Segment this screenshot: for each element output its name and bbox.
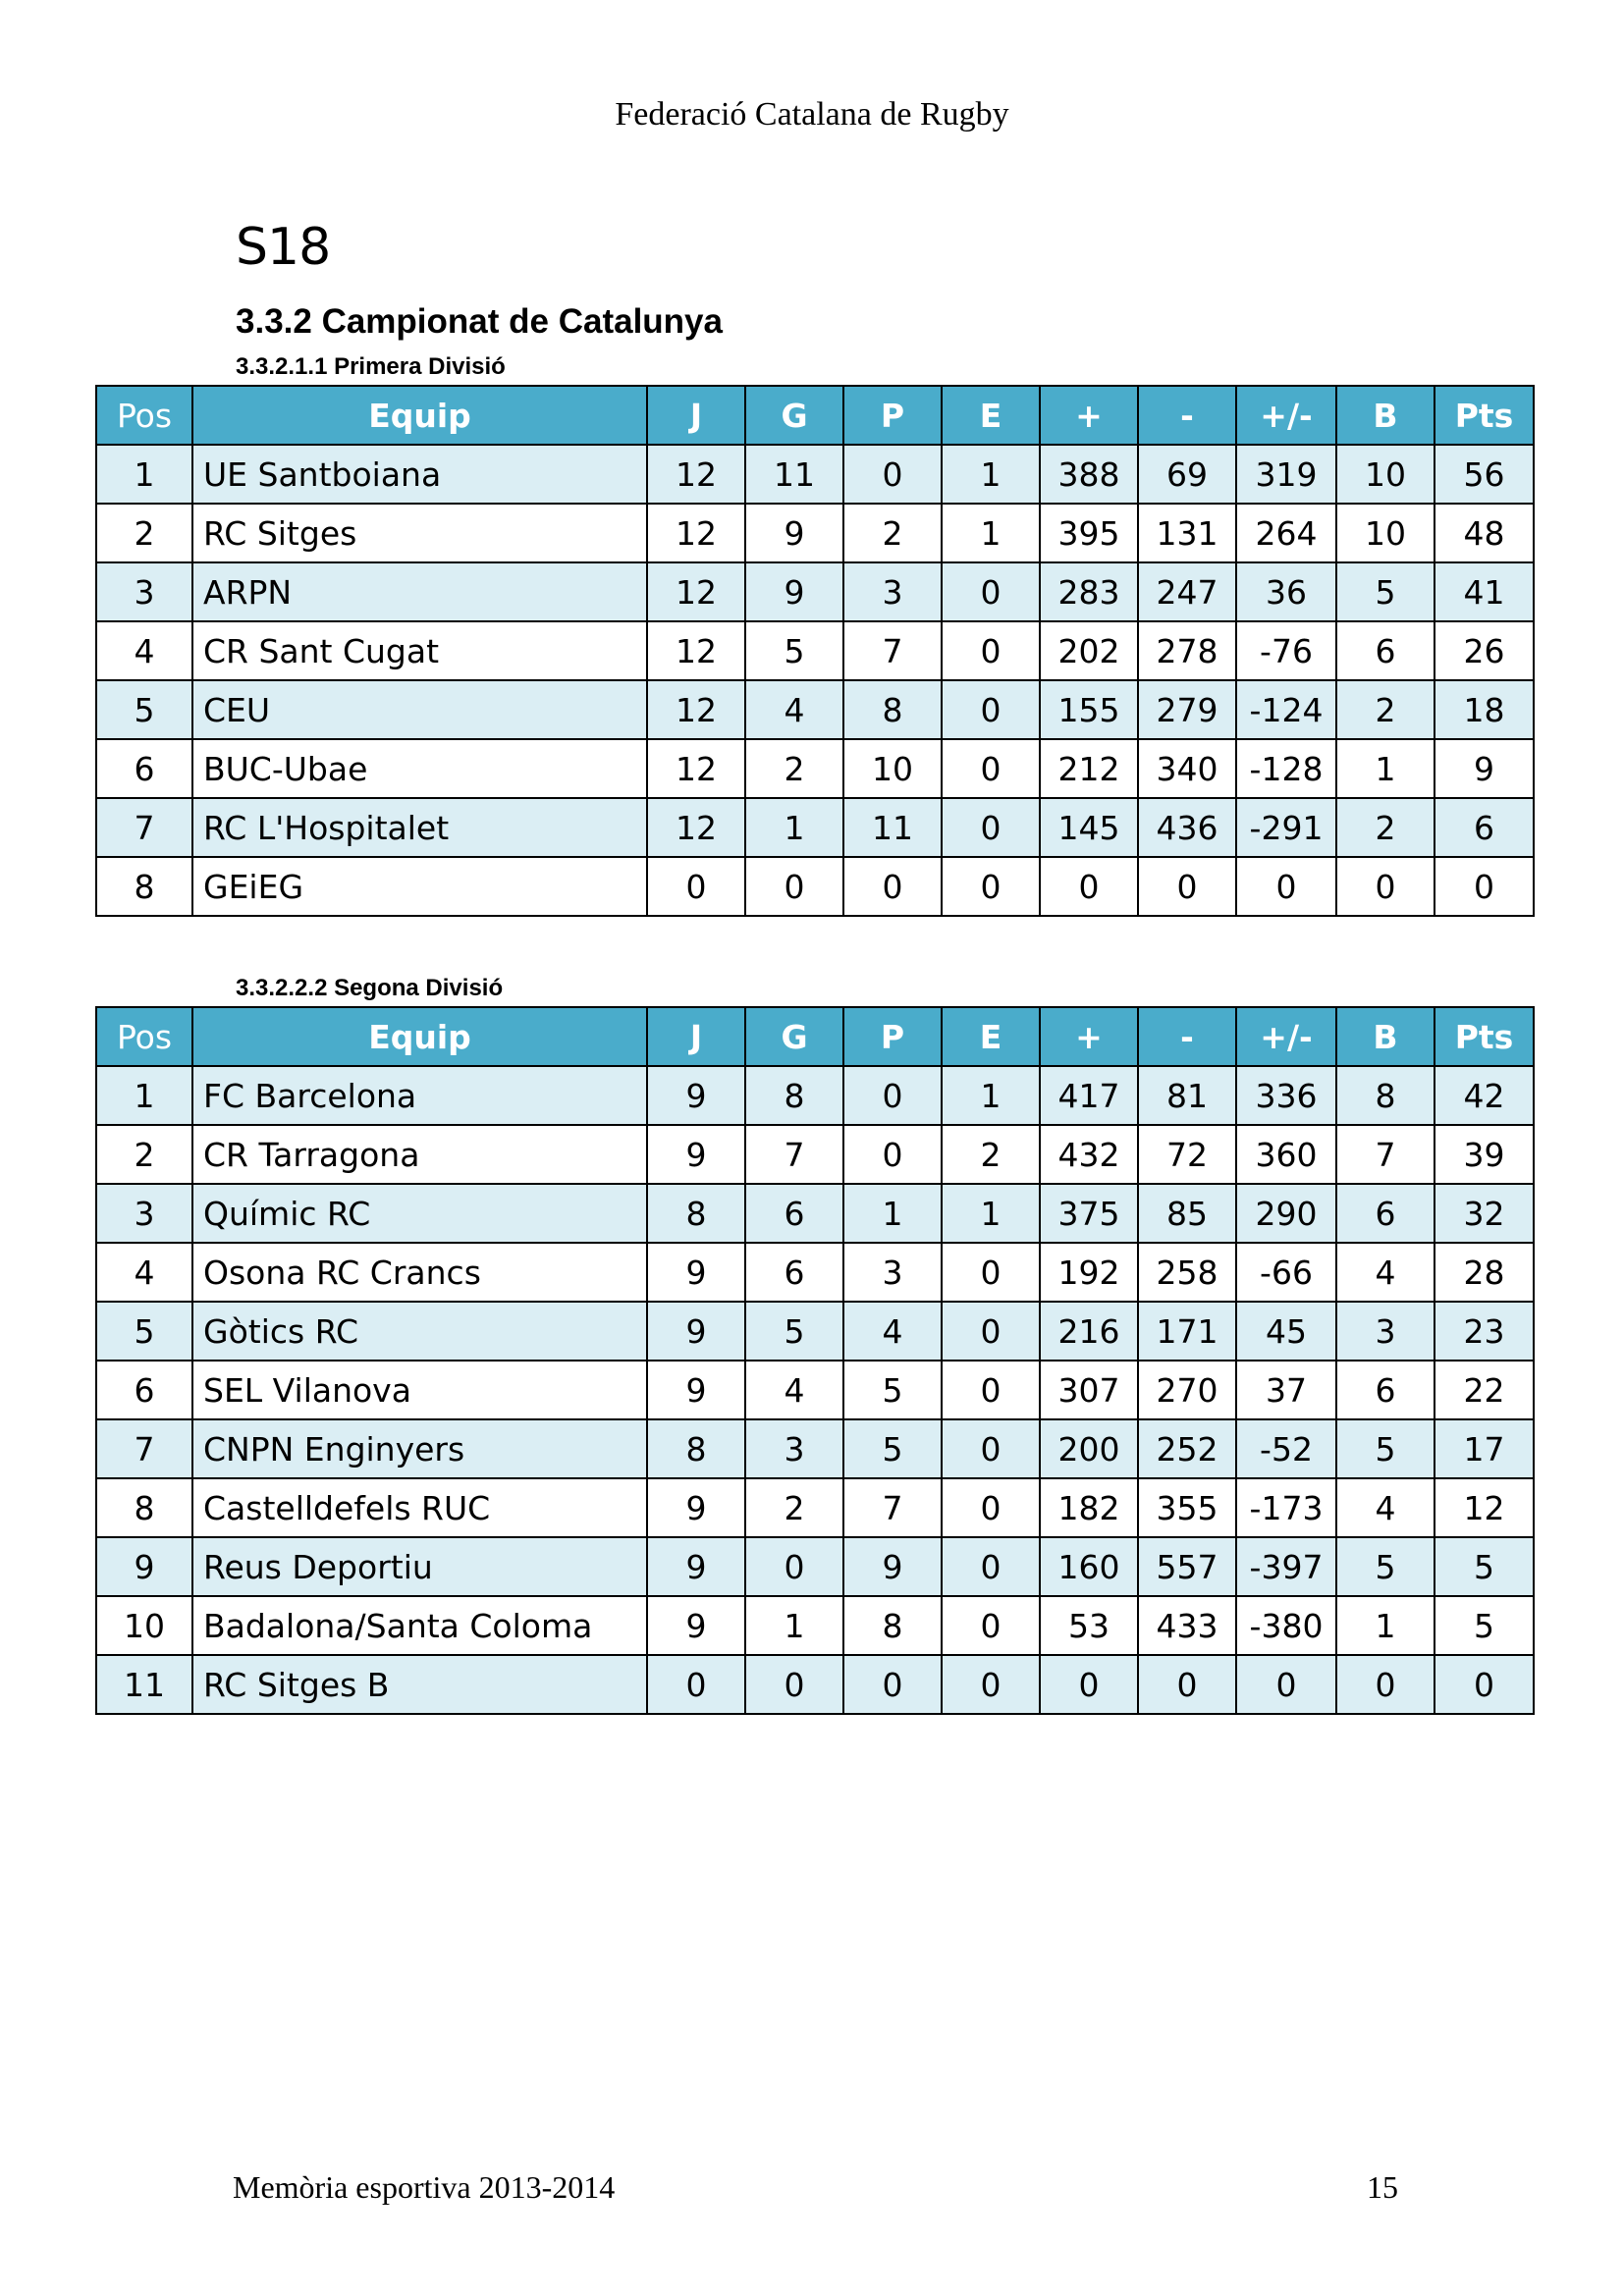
cell-points-diff: 45 xyxy=(1236,1302,1336,1361)
cell-bonus: 5 xyxy=(1336,1537,1435,1596)
table-row xyxy=(96,1125,1534,1184)
cell-drawn: 0 xyxy=(942,621,1040,680)
cell-pos: 7 xyxy=(96,798,192,857)
cell-points-against: 171 xyxy=(1138,1302,1236,1361)
column-header-team: Equip xyxy=(192,1007,647,1066)
column-header-played: J xyxy=(647,1007,745,1066)
column-header-pos: Pos xyxy=(96,1007,192,1066)
cell-points-for: 192 xyxy=(1040,1243,1138,1302)
column-header-lost: P xyxy=(843,386,942,445)
cell-pos: 5 xyxy=(96,680,192,739)
column-header-bonus: B xyxy=(1336,386,1435,445)
table-row xyxy=(96,739,1534,798)
cell-won: 5 xyxy=(745,1302,843,1361)
cell-drawn: 0 xyxy=(942,1596,1040,1655)
cell-won: 6 xyxy=(745,1184,843,1243)
cell-drawn: 0 xyxy=(942,857,1040,916)
cell-played: 9 xyxy=(647,1537,745,1596)
table-header-row xyxy=(96,1007,1534,1066)
cell-points-for: 0 xyxy=(1040,857,1138,916)
cell-played: 9 xyxy=(647,1361,745,1419)
cell-points-against: 355 xyxy=(1138,1478,1236,1537)
cell-bonus: 10 xyxy=(1336,504,1435,562)
cell-lost: 0 xyxy=(843,1125,942,1184)
column-header-total-points: Pts xyxy=(1435,1007,1534,1066)
cell-total-points: 22 xyxy=(1435,1361,1534,1419)
cell-drawn: 1 xyxy=(942,1066,1040,1125)
subsection-title: 3.3.2 Campionat de Catalunya xyxy=(236,302,723,341)
cell-pos: 2 xyxy=(96,1125,192,1184)
cell-points-for: 182 xyxy=(1040,1478,1138,1537)
column-header-total-points: Pts xyxy=(1435,386,1534,445)
cell-played: 9 xyxy=(647,1478,745,1537)
cell-points-for: 53 xyxy=(1040,1596,1138,1655)
cell-points-for: 145 xyxy=(1040,798,1138,857)
cell-drawn: 0 xyxy=(942,1361,1040,1419)
cell-played: 9 xyxy=(647,1302,745,1361)
cell-points-against: 252 xyxy=(1138,1419,1236,1478)
column-header-drawn: E xyxy=(942,386,1040,445)
division-title-segona: 3.3.2.2.2 Segona Divisió xyxy=(236,975,504,1001)
cell-drawn: 0 xyxy=(942,1419,1040,1478)
cell-points-against: 247 xyxy=(1138,562,1236,621)
cell-points-for: 155 xyxy=(1040,680,1138,739)
cell-points-diff: 264 xyxy=(1236,504,1336,562)
cell-bonus: 6 xyxy=(1336,621,1435,680)
cell-points-against: 131 xyxy=(1138,504,1236,562)
page-header: Federació Catalana de Rugby xyxy=(615,96,1009,133)
cell-lost: 5 xyxy=(843,1419,942,1478)
cell-drawn: 0 xyxy=(942,680,1040,739)
cell-bonus: 4 xyxy=(1336,1478,1435,1537)
cell-bonus: 6 xyxy=(1336,1184,1435,1243)
cell-lost: 3 xyxy=(843,1243,942,1302)
table-row xyxy=(96,445,1534,504)
cell-drawn: 0 xyxy=(942,1537,1040,1596)
cell-won: 0 xyxy=(745,1537,843,1596)
cell-won: 7 xyxy=(745,1125,843,1184)
column-header-points-against: - xyxy=(1138,1007,1236,1066)
cell-points-against: 85 xyxy=(1138,1184,1236,1243)
cell-bonus: 7 xyxy=(1336,1125,1435,1184)
cell-lost: 1 xyxy=(843,1184,942,1243)
cell-pos: 11 xyxy=(96,1655,192,1714)
column-header-points-against: - xyxy=(1138,386,1236,445)
cell-lost: 0 xyxy=(843,1655,942,1714)
cell-points-for: 388 xyxy=(1040,445,1138,504)
table-header-row xyxy=(96,386,1534,445)
cell-bonus: 8 xyxy=(1336,1066,1435,1125)
cell-bonus: 5 xyxy=(1336,562,1435,621)
cell-team: RC Sitges B xyxy=(192,1655,647,1714)
column-header-points-for: + xyxy=(1040,1007,1138,1066)
cell-points-for: 200 xyxy=(1040,1419,1138,1478)
cell-total-points: 32 xyxy=(1435,1184,1534,1243)
cell-total-points: 5 xyxy=(1435,1537,1534,1596)
cell-pos: 7 xyxy=(96,1419,192,1478)
cell-bonus: 2 xyxy=(1336,680,1435,739)
cell-lost: 8 xyxy=(843,680,942,739)
column-header-won: G xyxy=(745,386,843,445)
cell-team: Castelldefels RUC xyxy=(192,1478,647,1537)
cell-lost: 0 xyxy=(843,1066,942,1125)
cell-lost: 3 xyxy=(843,562,942,621)
cell-drawn: 2 xyxy=(942,1125,1040,1184)
cell-played: 8 xyxy=(647,1184,745,1243)
cell-total-points: 0 xyxy=(1435,1655,1534,1714)
cell-bonus: 1 xyxy=(1336,1596,1435,1655)
division-title-primera: 3.3.2.1.1 Primera Divisió xyxy=(236,353,506,380)
cell-team: Gòtics RC xyxy=(192,1302,647,1361)
cell-lost: 10 xyxy=(843,739,942,798)
cell-total-points: 5 xyxy=(1435,1596,1534,1655)
cell-points-diff: 0 xyxy=(1236,1655,1336,1714)
cell-played: 12 xyxy=(647,739,745,798)
cell-points-diff: 319 xyxy=(1236,445,1336,504)
cell-pos: 1 xyxy=(96,445,192,504)
cell-total-points: 48 xyxy=(1435,504,1534,562)
table-row xyxy=(96,1655,1534,1714)
cell-won: 0 xyxy=(745,857,843,916)
cell-points-for: 202 xyxy=(1040,621,1138,680)
table-row xyxy=(96,1302,1534,1361)
table-row xyxy=(96,1243,1534,1302)
cell-pos: 1 xyxy=(96,1066,192,1125)
cell-total-points: 56 xyxy=(1435,445,1534,504)
cell-won: 8 xyxy=(745,1066,843,1125)
cell-total-points: 18 xyxy=(1435,680,1534,739)
cell-points-for: 212 xyxy=(1040,739,1138,798)
cell-won: 4 xyxy=(745,1361,843,1419)
standings-table-primera xyxy=(95,385,1535,917)
cell-pos: 6 xyxy=(96,739,192,798)
cell-won: 0 xyxy=(745,1655,843,1714)
cell-lost: 7 xyxy=(843,621,942,680)
cell-total-points: 23 xyxy=(1435,1302,1534,1361)
cell-won: 4 xyxy=(745,680,843,739)
cell-played: 12 xyxy=(647,562,745,621)
cell-total-points: 42 xyxy=(1435,1066,1534,1125)
cell-points-against: 279 xyxy=(1138,680,1236,739)
table-row xyxy=(96,562,1534,621)
cell-bonus: 4 xyxy=(1336,1243,1435,1302)
cell-points-diff: -124 xyxy=(1236,680,1336,739)
cell-won: 1 xyxy=(745,798,843,857)
table-row xyxy=(96,1419,1534,1478)
cell-lost: 4 xyxy=(843,1302,942,1361)
cell-points-diff: 0 xyxy=(1236,857,1336,916)
cell-points-for: 160 xyxy=(1040,1537,1138,1596)
cell-total-points: 0 xyxy=(1435,857,1534,916)
cell-team: CNPN Enginyers xyxy=(192,1419,647,1478)
cell-points-for: 432 xyxy=(1040,1125,1138,1184)
cell-points-diff: -128 xyxy=(1236,739,1336,798)
cell-points-diff: -291 xyxy=(1236,798,1336,857)
cell-pos: 8 xyxy=(96,1478,192,1537)
cell-team: UE Santboiana xyxy=(192,445,647,504)
cell-won: 11 xyxy=(745,445,843,504)
column-header-lost: P xyxy=(843,1007,942,1066)
cell-points-diff: -76 xyxy=(1236,621,1336,680)
cell-points-against: 0 xyxy=(1138,1655,1236,1714)
cell-pos: 8 xyxy=(96,857,192,916)
cell-team: GEiEG xyxy=(192,857,647,916)
column-header-points-diff: +/- xyxy=(1236,386,1336,445)
cell-won: 1 xyxy=(745,1596,843,1655)
column-header-won: G xyxy=(745,1007,843,1066)
cell-lost: 8 xyxy=(843,1596,942,1655)
cell-team: Químic RC xyxy=(192,1184,647,1243)
cell-pos: 4 xyxy=(96,621,192,680)
cell-points-for: 283 xyxy=(1040,562,1138,621)
table-row xyxy=(96,798,1534,857)
cell-points-for: 0 xyxy=(1040,1655,1138,1714)
cell-team: RC Sitges xyxy=(192,504,647,562)
cell-played: 12 xyxy=(647,621,745,680)
cell-drawn: 1 xyxy=(942,1184,1040,1243)
cell-points-against: 270 xyxy=(1138,1361,1236,1419)
cell-pos: 10 xyxy=(96,1596,192,1655)
column-header-bonus: B xyxy=(1336,1007,1435,1066)
cell-drawn: 0 xyxy=(942,1302,1040,1361)
table-row xyxy=(96,680,1534,739)
cell-points-against: 278 xyxy=(1138,621,1236,680)
footer-title: Memòria esportiva 2013-2014 xyxy=(233,2169,616,2205)
cell-points-diff: -397 xyxy=(1236,1537,1336,1596)
cell-won: 5 xyxy=(745,621,843,680)
cell-drawn: 1 xyxy=(942,504,1040,562)
cell-points-diff: 336 xyxy=(1236,1066,1336,1125)
cell-drawn: 0 xyxy=(942,562,1040,621)
cell-played: 9 xyxy=(647,1243,745,1302)
cell-points-diff: -66 xyxy=(1236,1243,1336,1302)
standings-table-segona xyxy=(95,1006,1535,1715)
cell-pos: 9 xyxy=(96,1537,192,1596)
cell-points-against: 69 xyxy=(1138,445,1236,504)
cell-pos: 4 xyxy=(96,1243,192,1302)
cell-lost: 9 xyxy=(843,1537,942,1596)
cell-team: Reus Deportiu xyxy=(192,1537,647,1596)
cell-points-for: 216 xyxy=(1040,1302,1138,1361)
cell-won: 2 xyxy=(745,1478,843,1537)
page-number: 15 xyxy=(1367,2169,1398,2205)
cell-won: 3 xyxy=(745,1419,843,1478)
cell-played: 8 xyxy=(647,1419,745,1478)
cell-team: ARPN xyxy=(192,562,647,621)
cell-bonus: 1 xyxy=(1336,739,1435,798)
table-row xyxy=(96,857,1534,916)
column-header-team: Equip xyxy=(192,386,647,445)
cell-won: 9 xyxy=(745,504,843,562)
table-row xyxy=(96,621,1534,680)
cell-drawn: 0 xyxy=(942,1478,1040,1537)
cell-points-against: 81 xyxy=(1138,1066,1236,1125)
cell-points-diff: -173 xyxy=(1236,1478,1336,1537)
cell-points-diff: -52 xyxy=(1236,1419,1336,1478)
cell-total-points: 6 xyxy=(1435,798,1534,857)
cell-bonus: 0 xyxy=(1336,857,1435,916)
cell-points-diff: 36 xyxy=(1236,562,1336,621)
cell-points-for: 395 xyxy=(1040,504,1138,562)
column-header-played: J xyxy=(647,386,745,445)
cell-team: SEL Vilanova xyxy=(192,1361,647,1419)
cell-played: 0 xyxy=(647,1655,745,1714)
cell-bonus: 3 xyxy=(1336,1302,1435,1361)
cell-pos: 5 xyxy=(96,1302,192,1361)
cell-pos: 2 xyxy=(96,504,192,562)
table-row xyxy=(96,1361,1534,1419)
cell-team: Osona RC Crancs xyxy=(192,1243,647,1302)
cell-total-points: 41 xyxy=(1435,562,1534,621)
cell-bonus: 2 xyxy=(1336,798,1435,857)
cell-lost: 0 xyxy=(843,445,942,504)
cell-total-points: 28 xyxy=(1435,1243,1534,1302)
cell-played: 9 xyxy=(647,1066,745,1125)
cell-played: 12 xyxy=(647,504,745,562)
cell-bonus: 0 xyxy=(1336,1655,1435,1714)
cell-points-diff: 290 xyxy=(1236,1184,1336,1243)
cell-team: BUC-Ubae xyxy=(192,739,647,798)
cell-played: 9 xyxy=(647,1596,745,1655)
cell-total-points: 26 xyxy=(1435,621,1534,680)
table-row xyxy=(96,504,1534,562)
cell-drawn: 0 xyxy=(942,798,1040,857)
cell-lost: 11 xyxy=(843,798,942,857)
cell-lost: 5 xyxy=(843,1361,942,1419)
cell-played: 12 xyxy=(647,680,745,739)
cell-drawn: 0 xyxy=(942,739,1040,798)
column-header-drawn: E xyxy=(942,1007,1040,1066)
cell-team: CR Tarragona xyxy=(192,1125,647,1184)
cell-total-points: 39 xyxy=(1435,1125,1534,1184)
cell-bonus: 6 xyxy=(1336,1361,1435,1419)
cell-points-against: 0 xyxy=(1138,857,1236,916)
column-header-points-for: + xyxy=(1040,386,1138,445)
cell-drawn: 0 xyxy=(942,1655,1040,1714)
cell-won: 6 xyxy=(745,1243,843,1302)
column-header-points-diff: +/- xyxy=(1236,1007,1336,1066)
cell-points-against: 72 xyxy=(1138,1125,1236,1184)
cell-bonus: 10 xyxy=(1336,445,1435,504)
cell-points-against: 436 xyxy=(1138,798,1236,857)
cell-points-against: 433 xyxy=(1138,1596,1236,1655)
cell-won: 2 xyxy=(745,739,843,798)
table-row xyxy=(96,1066,1534,1125)
cell-pos: 3 xyxy=(96,1184,192,1243)
cell-points-for: 375 xyxy=(1040,1184,1138,1243)
cell-points-diff: 37 xyxy=(1236,1361,1336,1419)
table-row xyxy=(96,1537,1534,1596)
cell-points-diff: -380 xyxy=(1236,1596,1336,1655)
cell-played: 0 xyxy=(647,857,745,916)
cell-pos: 6 xyxy=(96,1361,192,1419)
cell-team: CR Sant Cugat xyxy=(192,621,647,680)
cell-lost: 0 xyxy=(843,857,942,916)
cell-played: 12 xyxy=(647,798,745,857)
cell-team: FC Barcelona xyxy=(192,1066,647,1125)
cell-lost: 2 xyxy=(843,504,942,562)
cell-drawn: 1 xyxy=(942,445,1040,504)
cell-team: Badalona/Santa Coloma xyxy=(192,1596,647,1655)
table-row xyxy=(96,1596,1534,1655)
table-row xyxy=(96,1184,1534,1243)
cell-points-for: 307 xyxy=(1040,1361,1138,1419)
cell-pos: 3 xyxy=(96,562,192,621)
cell-team: RC L'Hospitalet xyxy=(192,798,647,857)
cell-lost: 7 xyxy=(843,1478,942,1537)
table-row xyxy=(96,1478,1534,1537)
cell-drawn: 0 xyxy=(942,1243,1040,1302)
section-title: S18 xyxy=(236,218,331,277)
column-header-pos: Pos xyxy=(96,386,192,445)
cell-total-points: 12 xyxy=(1435,1478,1534,1537)
cell-points-diff: 360 xyxy=(1236,1125,1336,1184)
cell-team: CEU xyxy=(192,680,647,739)
cell-points-for: 417 xyxy=(1040,1066,1138,1125)
cell-won: 9 xyxy=(745,562,843,621)
cell-points-against: 258 xyxy=(1138,1243,1236,1302)
cell-points-against: 557 xyxy=(1138,1537,1236,1596)
cell-bonus: 5 xyxy=(1336,1419,1435,1478)
cell-played: 12 xyxy=(647,445,745,504)
cell-total-points: 9 xyxy=(1435,739,1534,798)
cell-points-against: 340 xyxy=(1138,739,1236,798)
cell-played: 9 xyxy=(647,1125,745,1184)
cell-total-points: 17 xyxy=(1435,1419,1534,1478)
